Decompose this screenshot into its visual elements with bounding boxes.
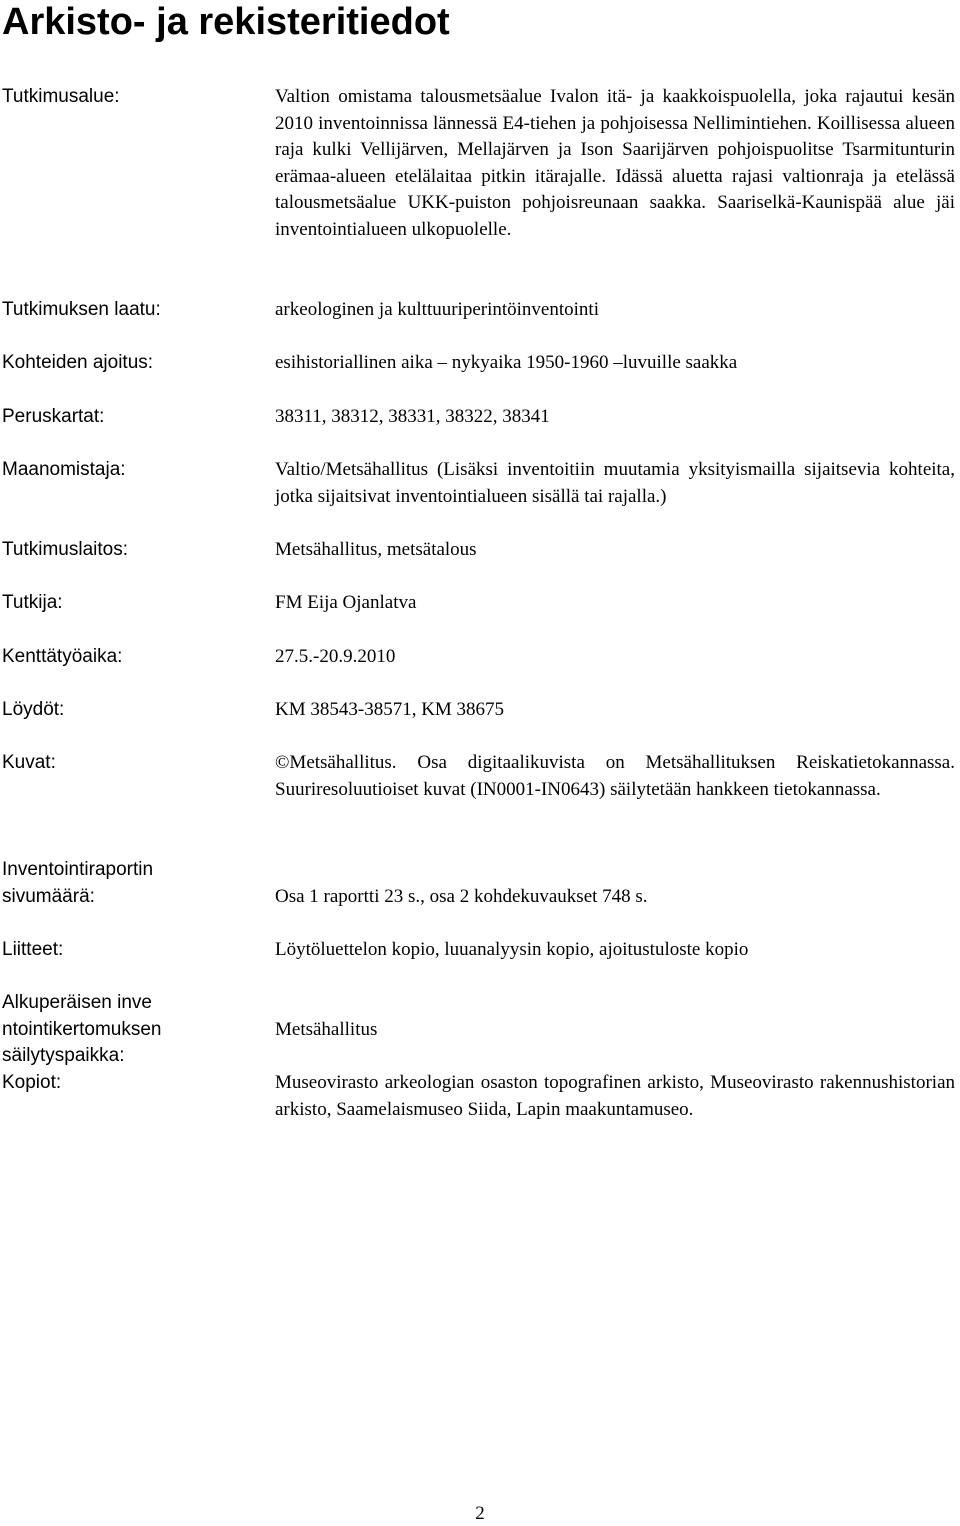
value-kohteiden-ajoitus: esihistoriallinen aika – nykyaika 1950-1960 –luvuille saakka <box>275 352 738 373</box>
value-maanomistaja: Valtio/Metsähallitus (Lisäksi inventoitiin muutamia yksityismailla sijaitsevia kohteita, jotka sijaitsivat inventointialueen sisällä tai rajalla.) <box>275 459 955 507</box>
label-peruskartat: Peruskartat: <box>2 406 105 427</box>
value-tutkimuksen-laatu: arkeologinen ja kulttuuriperintöinventointi <box>275 299 599 320</box>
label-kenttatyoaika: Kenttätyöaika: <box>2 646 123 667</box>
label-kopiot: Kopiot: <box>2 1072 62 1093</box>
value-loydot: KM 38543-38571, KM 38675 <box>275 699 505 720</box>
label-liitteet: Liitteet: <box>2 939 64 960</box>
value-kenttatyoaika: 27.5.-20.9.2010 <box>275 646 396 667</box>
value-peruskartat: 38311, 38312, 38331, 38322, 38341 <box>275 406 550 427</box>
value-liitteet: Löytöluettelon kopio, luuanalyysin kopio, ajoitustuloste kopio <box>275 939 749 960</box>
page-number: 2 <box>475 1503 485 1524</box>
label-loydot: Löydöt: <box>2 699 65 720</box>
label-maanomistaja: Maanomistaja: <box>2 459 126 480</box>
value-kuvat: ©Metsähallitus. Osa digitaalikuvista on Metsähallituksen Reiskatietokannassa. Suuriresoluutioiset kuvat (IN0001-IN0643) säilytetään hankkeen tietokannassa. <box>275 752 955 800</box>
label-inventointiraportin-sivumaara: Inventointiraportin sivumäärä: <box>2 859 154 907</box>
label-sailytyspaikka: Alkuperäisen inventointikertomuksen säilytyspaikka: <box>2 992 162 1066</box>
label-kuvat: Kuvat: <box>2 752 56 773</box>
value-kopiot: Museovirasto arkeologian osaston topografinen arkisto, Museovirasto rakennushistorian arkisto, Saamelaismuseo Siida, Lapin maakuntamuseo. <box>275 1072 955 1120</box>
label-tutkimuslaitos: Tutkimuslaitos: <box>2 539 128 560</box>
page-title: Arkisto- ja rekisteritiedot <box>2 1 450 43</box>
label-kohteiden-ajoitus: Kohteiden ajoitus: <box>2 352 154 373</box>
label-tutkimusalue: Tutkimusalue: <box>2 86 120 107</box>
label-tutkimuksen-laatu: Tutkimuksen laatu: <box>2 299 161 320</box>
value-tutkija: FM Eija Ojanlatva <box>275 592 417 613</box>
value-tutkimusalue: Valtion omistama talousmetsäalue Ivalon itä- ja kaakkoispuolella, joka rajautui kesän 2010 inventoinnissa lännessä E4-tiehen ja pohjoisessa Nellimintiehen. Koillisessa alueen raja kulki Vellijärven, Mellajärven ja Ison Saarijärven pohjoispuolitse Tsarmitunturin erämaa-alueen etelälaitaa pitkin itärajalle. Idässä aluetta rajasi valtionraja ja etelässä talousmetsäalue UKK-puiston pohjoisreunaan saakka. Saariselkä-Kaunispää alue jäi inventointialueen ulkopuolelle. <box>275 86 955 240</box>
value-sailytyspaikka: Metsähallitus <box>275 1019 378 1040</box>
value-inventointiraportin-sivumaara: Osa 1 raportti 23 s., osa 2 kohdekuvaukset 748 s. <box>275 886 648 907</box>
value-tutkimuslaitos: Metsähallitus, metsätalous <box>275 539 477 560</box>
label-tutkija: Tutkija: <box>2 592 63 613</box>
